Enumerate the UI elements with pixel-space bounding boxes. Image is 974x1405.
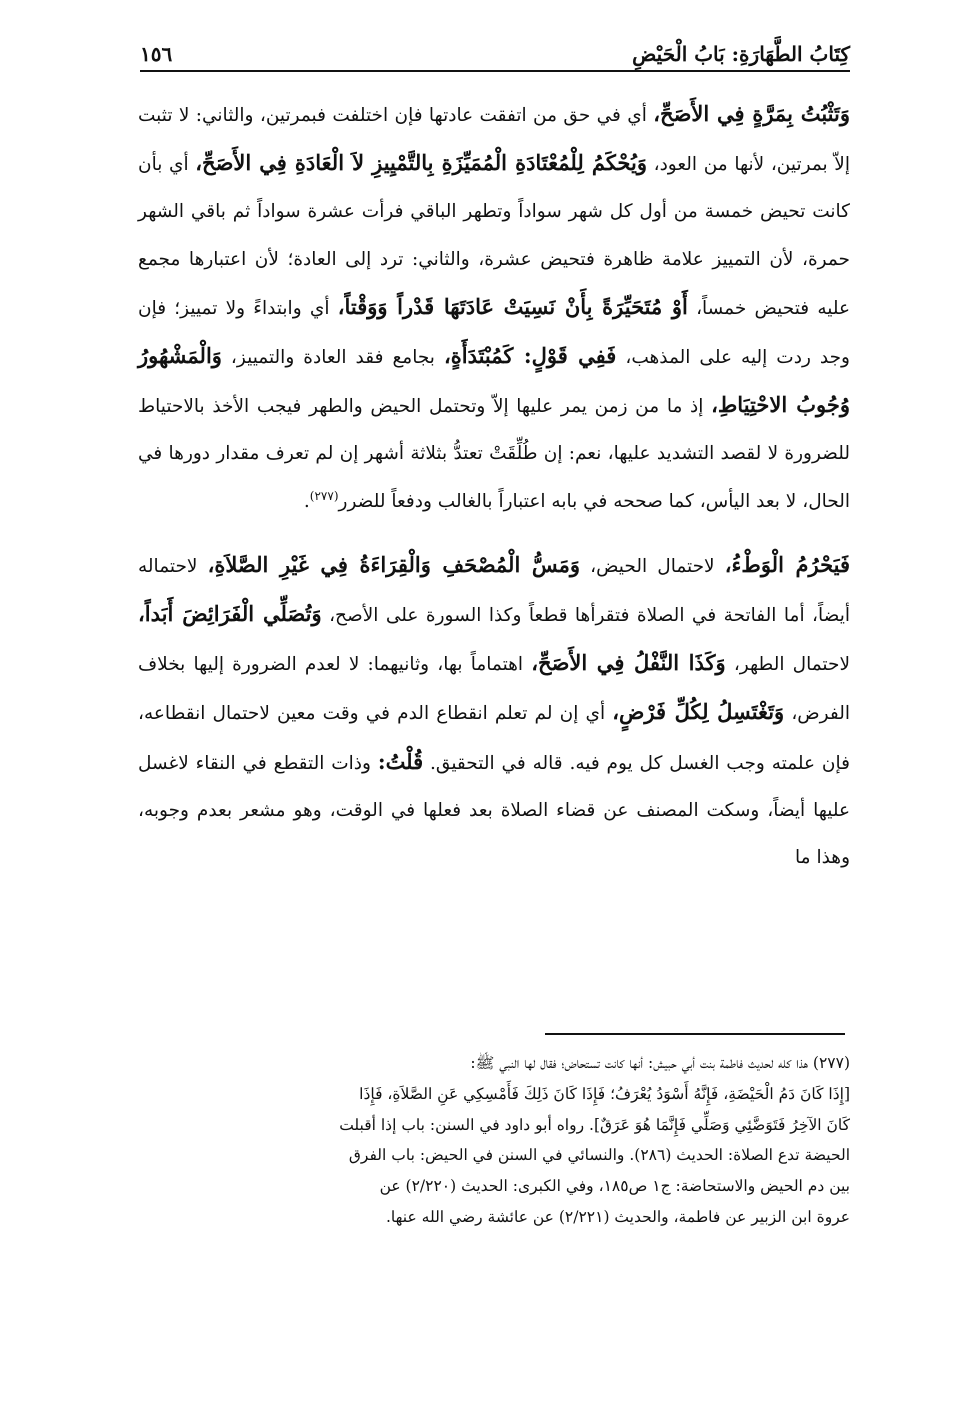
matn-text: فَيَحْرُمُ الْوَطْءُ، [724,551,850,577]
matn-text: وَتَثْبُتُ بِمَرَّةٍ فِي الأَصَحِّ، [653,101,850,126]
footnote-reference: (٢٧٧) [309,488,339,503]
page-number: ١٥٦ [140,42,173,66]
commentary-text: اهتماماً بها، وثانيهما: لا لعدم الضرورة إليها بخلاف الفرض، [138,654,851,725]
commentary-text: بجامع فقد العادة والتمييز، [221,347,444,369]
running-header [140,30,850,72]
footnote-line: الحيضة تدع الصلاة: الحديث (٢٨٦). والنسائي في السنن في الحيض: باب الفرق [348,1146,850,1165]
matn-text: وَيُحْكَمُ لِلْمُعْتَادَةِ الْمُمَيِّزَةِ بِالتَّمْيِيزِ لاَ الْعَادَةِ فِي الأَصَحِّ، [195,150,647,176]
matn-text: وَتَغْتَسِلُ لِكُلِّ فَرْضٍ، [612,699,785,725]
footnote-line: عروة ابن الزبير عن فاطمة، والحديث (٢/٢٢١) عن عائشة رضي الله عنها. [386,1207,850,1226]
paragraph [138,90,850,525]
commentary-text: . [303,490,310,512]
main-text [138,90,850,881]
matn-text: وَمَسُّ الْمُصْحَفِ وَالْقِرَاءَةُ فِي غَيْرِ الصَّلاَةِ، [207,551,581,577]
footnote [138,1048,850,1233]
matn-text: وَكَذَا النَّفْلُ فِي الأَصَحِّ، [531,650,726,676]
commentary-text: لاحتماله أيضاً، أما الفاتحة في الصلاة فتقرأها قطعاً وكذا السورة على الأصح، [138,555,850,627]
commentary-text: لاحتمال الحيض، [580,555,725,577]
footnote-divider [545,1033,845,1035]
matn-text: وَالْمَشْهُورُ وُجُوبُ الاحْتِيَاطِ، [138,343,850,418]
commentary-text: وذات التقطع في النقاء لاغسل عليها أيضاً، وسكت المصنف عن قضاء الصلاة بعد فعلها في الوقت، وهو مشعر بعدم وجوبه، وهذا ما [138,752,850,869]
matn-text: وَتُصَلِّي الْفَرَائِضَ أَبَداً، [138,601,322,627]
footnote-line: بين دم الحيض والاستحاضة: ج١ ص١٨٥، وفي الكبرى: الحديث (٢/٢٢٠) عن [379,1177,850,1196]
commentary-text: أي وابتداءً ولا تمييز؛ فإن وجد ردت إليه على المذهب، [138,297,850,369]
chapter-title: كِتَابُ الطَّهَارَةِ: بَابُ الْحَيْضِ [632,42,850,66]
commentary-text: لاحتمال الطهر، [725,654,850,676]
commentary-text: أي إن لم تعلم انقطاع الدم في وقت معين لاحتمال انقطاعه، فإن علمته وجب الغسل كل يوم فيه. قاله في التحقيق. [138,703,850,774]
paragraph [138,541,850,881]
matn-text: أَوْ مُتَحَيِّرَةً بِأَنْ نَسِيَتْ عَادَتَهَا قَدْراً وَوَقْتاً، [337,293,688,319]
footnote-line: (٢٧٧) هذا كله لحديث فاطمة بنت أبي حبيش: أنها كانت تستحاض؛ فقال لها النبي ﷺ: [470,1054,850,1072]
commentary-text: أي بأن كانت تحيض خمسة من أول كل شهر سواداً وتطهر الباقي فرأت عشرة سواداً ثم باقي الشهر حمرة، لأن التمييز علامة ظاهرة فتحيض عشرة، والثاني: ترد إلى العادة؛ لأن اعتبارها مجمع عليه فتحيض خمساً، [138,154,851,319]
footnote-line: [إِذَا كَانَ دَمُ الْحَيْضَةِ، فَإِنَّهُ أَسْوَدُ يُعْرَفُ؛ فَإِذَا كَانَ ذَلِكَ فَأَمْسِكِي عَنِ الصَّلاَةِ، فَإِذَا [359,1084,850,1103]
footnote-line: كَانَ الآخِرُ فَتَوَضَّئِي وَصَلِّي فَإِنَّمَا هُوَ عَرَقٌ]. رواه أبو داود في السنن: باب إذا أقبلت [339,1115,850,1134]
commentary-text: إذ ما من زمن يمر عليها إلاّ وتحتمل الحيض والطهر فيجب الأخذ بالاحتياط للضرورة لا لقصد التشديد عليها، نعم: إن طُلِّقَتْ تعتدُّ بثلاثة أشهر إن لم تعرف مقدار دورها في الحال، لا بعد اليأس، كما صححه في بابه اعتباراً بالغالب ودفعاً للضرر [138,396,850,512]
matn-text: قُلْتُ: [377,748,424,774]
matn-text: فَفِي قَوْلٍ: كَمُبْتَدَأَةٍ، [443,343,617,369]
commentary-text: أي في حق من اتفقت عادتها فإن اختلفت فبمرتين، والثاني: لا تثبت إلاّ بمرتين، لأنها من العود، [138,105,850,176]
